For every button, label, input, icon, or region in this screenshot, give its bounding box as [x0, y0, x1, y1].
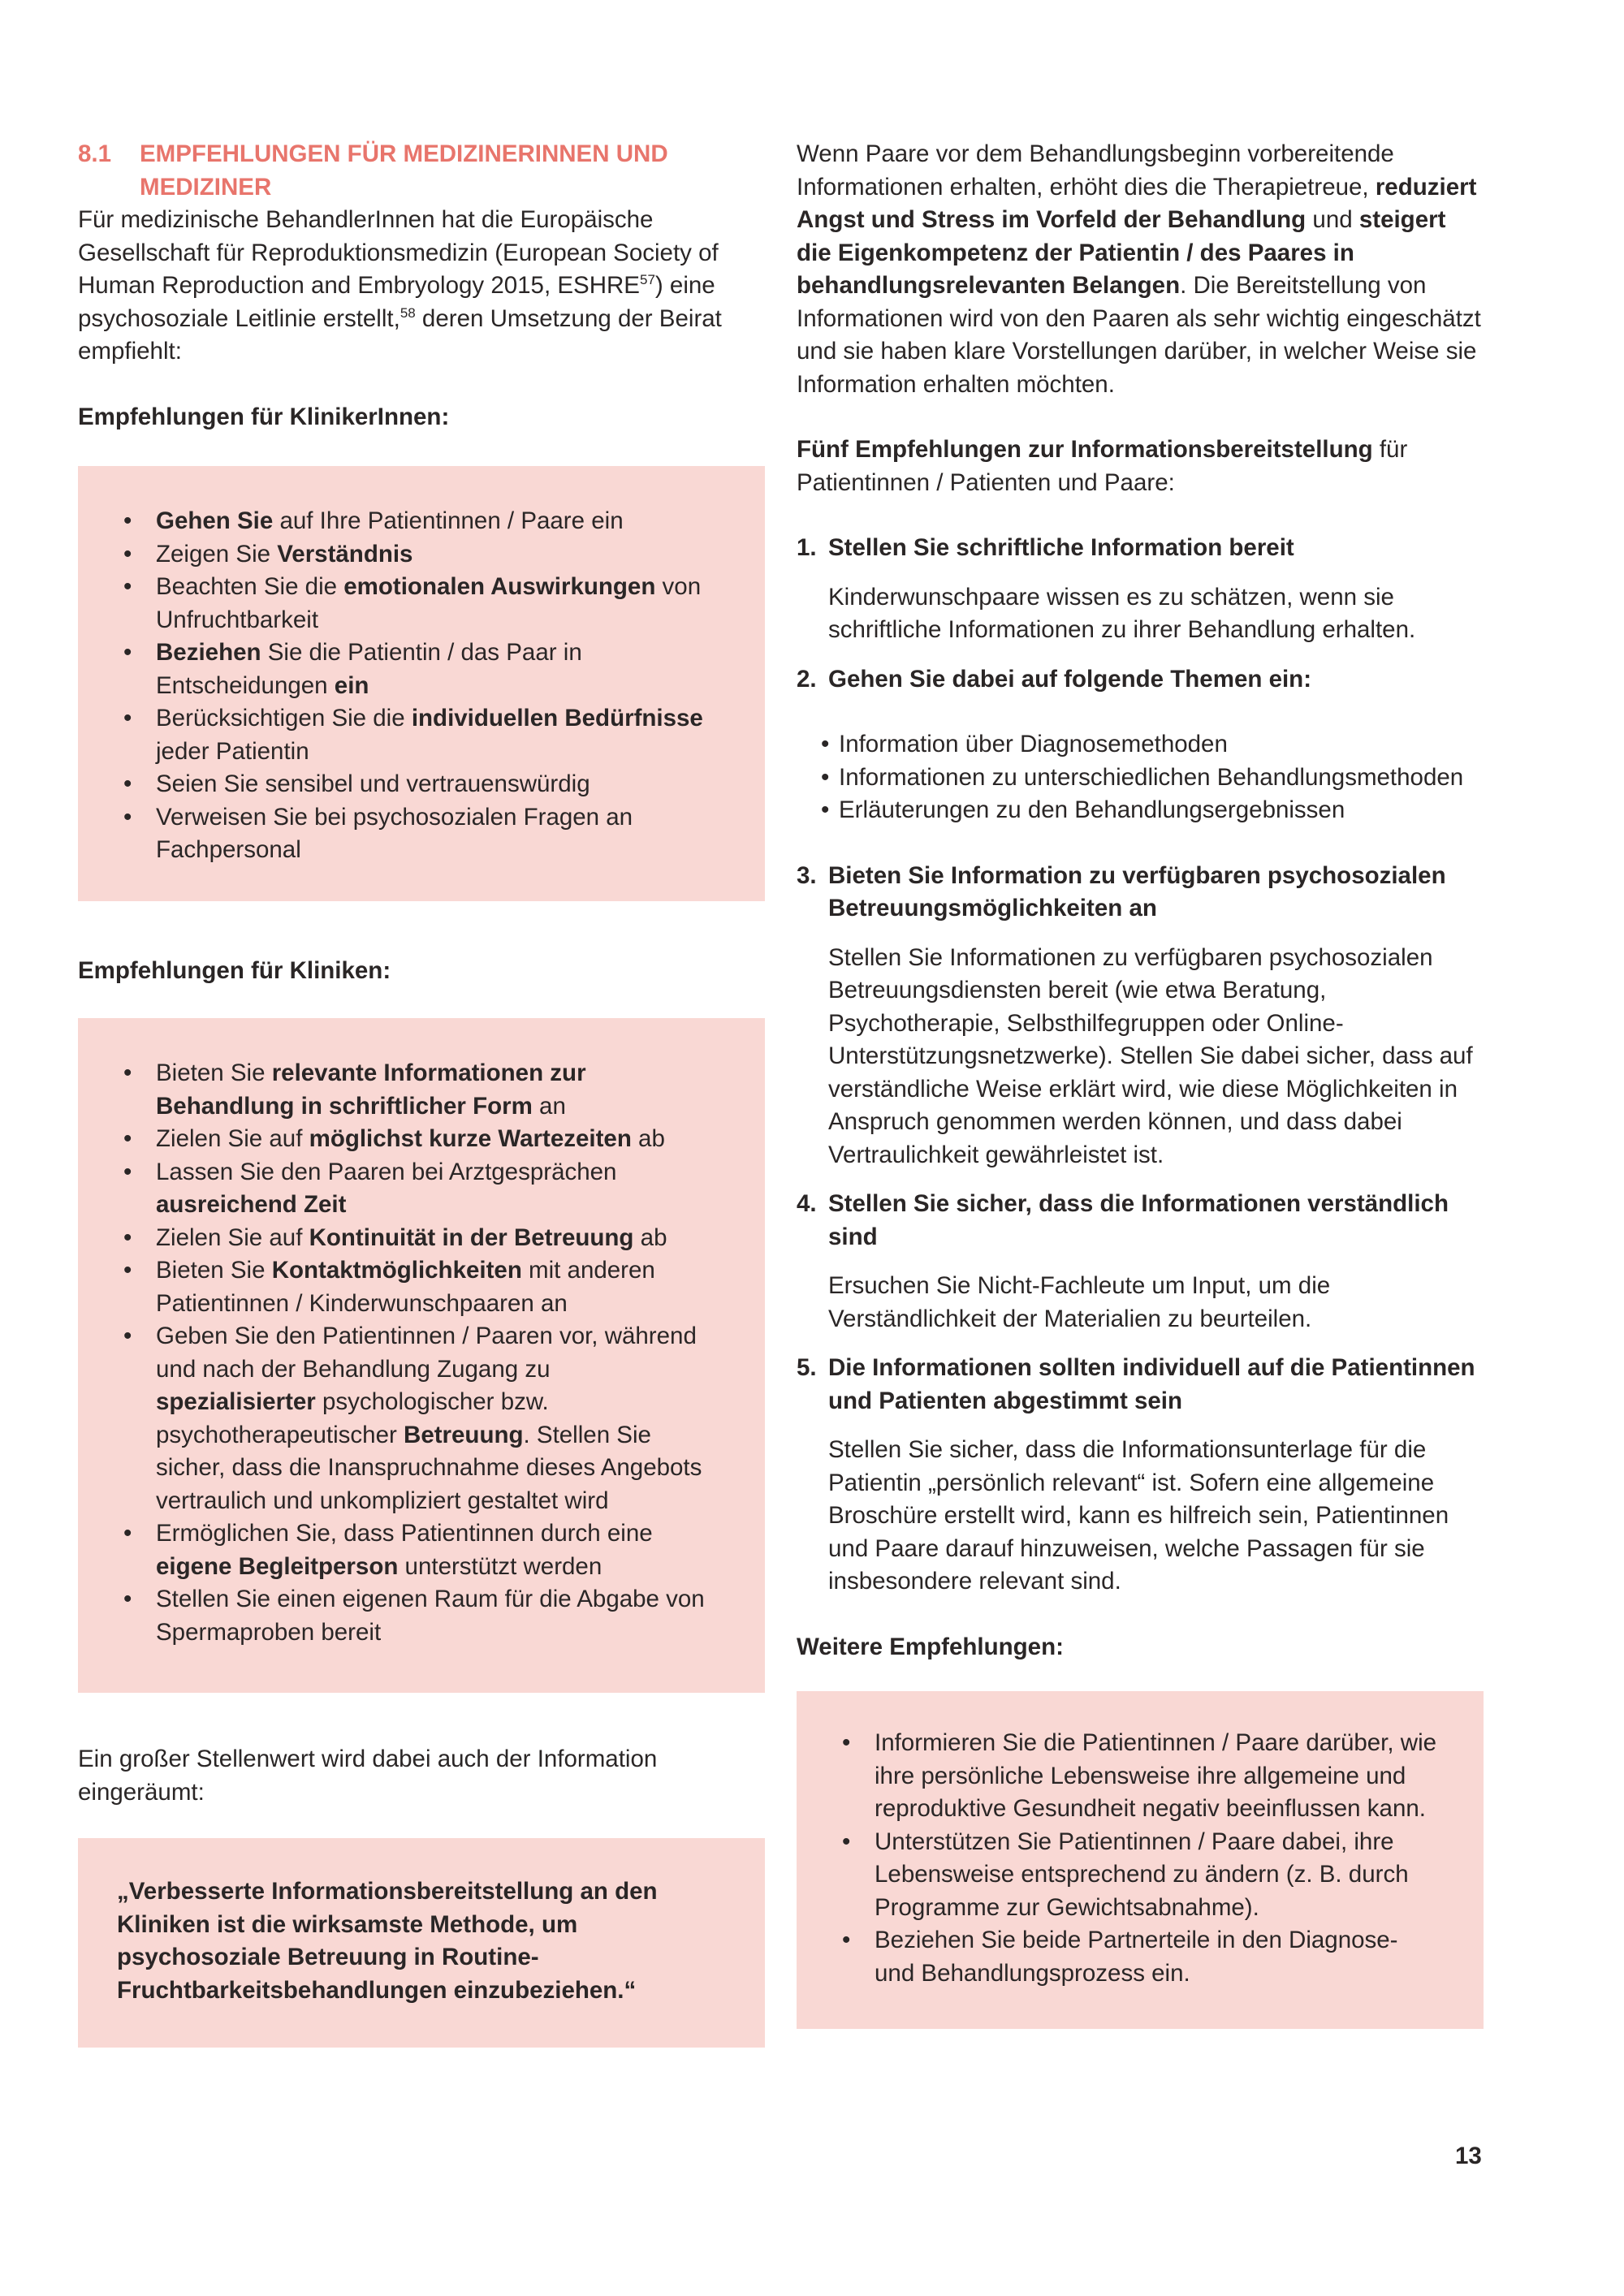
text-run: von Unfruchtbarkeit — [156, 573, 702, 633]
recommendation-number: 1. — [797, 534, 817, 561]
clinic-recommendation — [123, 1123, 716, 1156]
text-run: Seien Sie sensibel und vertrauenswürdig — [156, 770, 590, 797]
emphasis-text: Kontaktmöglichkeiten — [271, 1257, 522, 1284]
page-number: 13 — [1455, 2143, 1482, 2169]
text-run: Berücksichtigen Sie die — [156, 705, 412, 732]
intro-text-1: Für medizinische BehandlerInnen hat die Europäische Gesellschaft für Reproduktionsmedizin (European Society of Human Reproduction and Embryology 2015, ESHRE — [78, 206, 719, 299]
text-run: . Stellen Sie sicher, dass die Inanspruchnahme dieses Angebots vertraulich und unkompliziert gestaltet wird — [156, 1421, 702, 1514]
text-run: Bieten Sie — [156, 1060, 272, 1086]
clinics-list — [123, 1057, 716, 1649]
recommendation-title — [797, 663, 1484, 697]
recommendation-title — [797, 532, 1484, 565]
clinician-recommendation — [123, 538, 716, 572]
clinician-recommendation — [123, 637, 716, 702]
emphasis-text: individuellen Bedürfnisse — [411, 705, 703, 732]
text-run: Sie die Patientin / das Paar in Entscheidungen — [156, 639, 582, 699]
clinic-recommendation — [123, 1517, 716, 1583]
clinicians-list — [123, 505, 716, 867]
emphasis-text: eigene Begleitperson — [156, 1552, 399, 1580]
text-run: ab — [631, 1125, 665, 1152]
numbered-recommendation — [797, 1352, 1484, 1599]
further-list — [842, 1727, 1443, 1990]
recommendation-body: Stellen Sie sicher, dass die Informationsunterlage für die Patientin „persönlich relevant“ ist. Sofern eine allgemeine Broschüre erstellt wird, kann es hilfreich sein, Patientinnen und Paare darauf hinzuweisen, welche Passagen für sie insbesondere relevant sind. — [828, 1436, 1449, 1595]
text-run: Lassen Sie den Paaren bei Arztgesprächen — [156, 1158, 617, 1185]
further-box — [797, 1691, 1484, 2029]
section-heading — [78, 138, 765, 204]
text-run: ab — [633, 1224, 667, 1251]
text-run: Zielen Sie auf — [156, 1224, 309, 1251]
further-recommendation: • Informieren Sie die Patientinnen / Paare darüber, wie ihre persönliche Lebensweise ihre allgemeine und reproduktive Gesundheit negativ beeinflussen kann. — [842, 1727, 1443, 1826]
further-heading: Weitere Empfehlungen: — [797, 1633, 1064, 1660]
numbered-recommendation — [797, 860, 1484, 1172]
intro-text-3: deren Umsetzung der Beirat empfiehlt: — [78, 304, 722, 365]
intro-paragraph — [78, 204, 765, 369]
left-column — [78, 138, 765, 2048]
numbered-recommendation — [797, 1188, 1484, 1336]
text-run: Ermöglichen Sie, dass Patientinnen durch eine — [156, 1520, 653, 1547]
emphasis-text: relevante Informationen zur Behandlung in schriftlicher Form — [156, 1060, 586, 1120]
recommendation-title — [797, 1352, 1484, 1418]
recommendation-title — [797, 1188, 1484, 1254]
recommendation-title-text: Bieten Sie Information zu verfügbaren psychosozialen Betreuungsmöglichkeiten an — [828, 861, 1446, 921]
text-run: mit anderen Patientinnen / Kinderwunschpaaren an — [156, 1257, 655, 1317]
recommendation-number: 4. — [797, 1190, 817, 1217]
footnote-ref-58[interactable]: 58 — [400, 304, 416, 321]
clinicians-heading: Empfehlungen für KlinikerInnen: — [78, 403, 450, 430]
text-run: jeder Patientin — [156, 737, 309, 765]
recommendation-number: 3. — [797, 861, 817, 889]
emphasis-text: ein — [334, 671, 369, 699]
quote-text: „Verbesserte Informationsbereitstellung an den Kliniken ist die wirksamste Methode, um psychosoziale Betreuung in Routine-Fruchtbarkeitsbehandlungen einzubeziehen.“ — [117, 1878, 658, 2004]
text-run: psychologischer bzw. psychotherapeutischer — [156, 1388, 549, 1448]
topic-item: • Information über Diagnosemethoden — [821, 728, 1484, 762]
topic-item: • Erläuterungen zu den Behandlungsergebnissen — [821, 794, 1484, 827]
clinician-recommendation — [123, 702, 716, 768]
numbered-recommendation — [797, 532, 1484, 647]
recommendation-body: Ersuchen Sie Nicht-Fachleute um Input, um die Verständlichkeit der Materialien zu beurteilen. — [828, 1272, 1331, 1332]
text-run: unterstützt werden — [398, 1552, 603, 1580]
emphasis-text: ausreichend Zeit — [156, 1191, 347, 1218]
text-run: auf Ihre Patientinnen / Paare ein — [273, 507, 624, 534]
clinician-recommendation — [123, 571, 716, 637]
clinician-recommendation — [123, 768, 716, 801]
section-title: EMPFEHLUNGEN FÜR MEDIZINERINNEN UND MEDIZINER — [140, 140, 668, 201]
clinician-recommendation — [123, 801, 716, 867]
recommendation-body: Kinderwunschpaare wissen es zu schätzen, wenn sie schriftliche Informationen zu ihrer Behandlung erhalten. — [828, 583, 1416, 643]
clinics-box — [78, 1018, 765, 1693]
emphasis-text: möglichst kurze Wartezeiten — [309, 1125, 632, 1152]
text-run: und — [1306, 206, 1359, 233]
clinic-recommendation — [123, 1057, 716, 1123]
info-value-text: Ein großer Stellenwert wird dabei auch der Information eingeräumt: — [78, 1746, 658, 1806]
footnote-ref-57[interactable]: 57 — [639, 272, 655, 288]
right-column — [797, 138, 1484, 2029]
intro-text-2: ) eine psychosoziale Leitlinie erstellt, — [78, 272, 715, 332]
recommendation-title — [797, 860, 1484, 926]
clinics-heading: Empfehlungen für Kliniken: — [78, 956, 391, 984]
text-run: Beachten Sie die — [156, 573, 344, 600]
emphasis-text: Betreuung — [404, 1421, 524, 1448]
emphasis-text: Kontinuität in der Betreuung — [309, 1224, 634, 1251]
clinician-recommendation — [123, 505, 716, 538]
clinicians-box — [78, 466, 765, 901]
further-recommendation: • Beziehen Sie beide Partnerteile in den Diagnose- und Behandlungsprozess ein. — [842, 1924, 1443, 1990]
recommendation-title-text: Stellen Sie schriftliche Information bereit — [828, 534, 1294, 561]
five-recommendations-intro — [797, 434, 1484, 499]
text-run: an — [532, 1092, 566, 1120]
text-run: Wenn Paare vor dem Behandlungsbeginn vorbereitende Informationen erhalten, erhöht dies die Therapietreue, — [797, 140, 1394, 201]
text-run: Geben Sie den Patientinnen / Paaren vor, während und nach der Behandlung Zugang zu — [156, 1323, 697, 1383]
recommendation-title-text: Stellen Sie sicher, dass die Informationen verständlich sind — [828, 1190, 1449, 1250]
right-intro-paragraph — [797, 138, 1484, 401]
recommendation-number: 5. — [797, 1354, 817, 1381]
emphasis-text: Fünf Empfehlungen zur Informationsbereitstellung — [797, 436, 1373, 463]
emphasis-text: Beziehen — [156, 639, 261, 666]
text-run: . Die Bereitstellung von Informationen wird von den Paaren als sehr wichtig eingeschätzt und sie haben klare Vorstellungen darüber, in welcher Weise sie Information erhalten möchten. — [797, 272, 1481, 398]
topic-list — [821, 728, 1484, 827]
emphasis-text: steigert die Eigenkompetenz der Patientin / des Paares in behandlungsrelevanten Belangen — [797, 206, 1446, 299]
further-recommendation: • Unterstützen Sie Patientinnen / Paare dabei, ihre Lebensweise entsprechend zu ändern (z. B. durch Programme zur Gewichtsabnahme). — [842, 1826, 1443, 1925]
recommendation-title-text: Gehen Sie dabei auf folgende Themen ein: — [828, 665, 1312, 693]
emphasis-text: Verständnis — [277, 540, 413, 568]
emphasis-text: emotionalen Auswirkungen — [343, 573, 656, 600]
recommendation-body: Stellen Sie Informationen zu verfügbaren psychosozialen Betreuungsdiensten bereit (wie etwa Beratung, Psychotherapie, Selbsthilfegruppen oder Online-Unterstützungsnetzwerke). Stellen Sie dabei sicher, dass auf verständliche Weise erklärt wird, wie diese Möglichkeiten in Anspruch genommen werden können, und dass dabei Vertraulichkeit gewährleistet ist. — [828, 943, 1473, 1168]
emphasis-text: Gehen Sie — [156, 507, 274, 534]
clinic-recommendation — [123, 1583, 716, 1649]
numbered-recommendation — [797, 663, 1484, 827]
clinic-recommendation — [123, 1320, 716, 1517]
text-run: Zielen Sie auf — [156, 1125, 309, 1152]
emphasis-text: spezialisierter — [156, 1388, 316, 1415]
topic-item: • Informationen zu unterschiedlichen Behandlungsmethoden — [821, 762, 1484, 795]
text-run: Stellen Sie einen eigenen Raum für die Abgabe von Spermaproben bereit — [156, 1586, 705, 1646]
text-run: Zeigen Sie — [156, 540, 278, 568]
clinic-recommendation — [123, 1254, 716, 1320]
text-run: Verweisen Sie bei psychosozialen Fragen an Fachpersonal — [156, 803, 633, 863]
recommendation-title-text: Die Informationen sollten individuell auf die Patientinnen und Patienten abgestimmt sein — [828, 1354, 1475, 1414]
five-recommendations-list — [797, 532, 1484, 1599]
recommendation-number: 2. — [797, 665, 817, 693]
clinic-recommendation — [123, 1156, 716, 1222]
emphasis-text: reduziert Angst und Stress im Vorfeld der Behandlung — [797, 173, 1477, 233]
text-run: für Patientinnen / Patienten und Paare: — [797, 436, 1408, 496]
text-run: Bieten Sie — [156, 1257, 272, 1284]
section-number: 8.1 — [78, 140, 112, 167]
quote-box — [78, 1838, 765, 2048]
clinic-recommendation — [123, 1222, 716, 1255]
